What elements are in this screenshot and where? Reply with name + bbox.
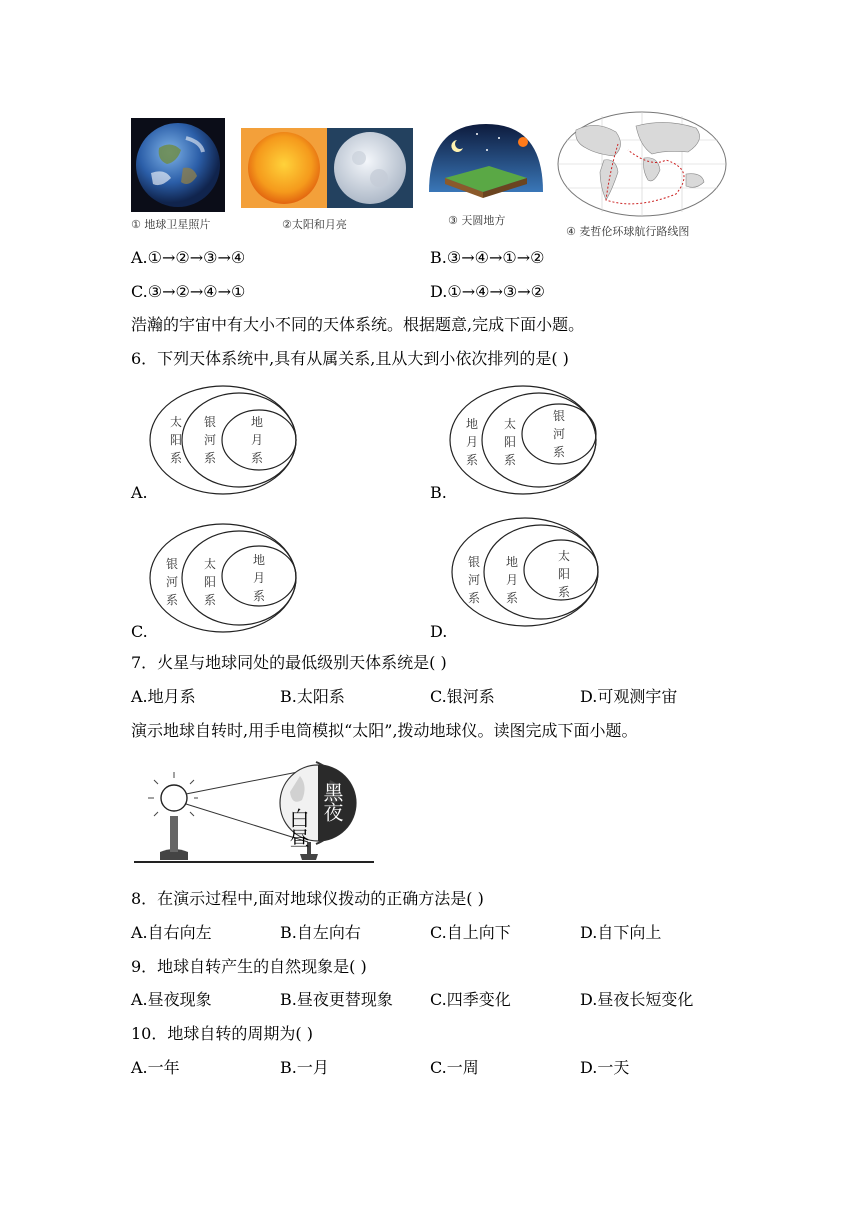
q6d-middle-char-3: 系 [506,591,519,605]
q9-option-b[interactable]: B.昼夜更替现象 [280,990,393,1009]
q6d-outer-char-2: 河 [468,573,481,587]
q6c-inner-char-3: 系 [253,589,266,603]
q6c-outer-char-2: 河 [166,575,179,589]
q6b-outer-char-2: 月 [466,435,479,449]
q6a-middle-char-2: 河 [204,433,217,447]
flashlight-globe-diagram [130,756,380,868]
q6c-middle-char-3: 系 [204,593,217,607]
image-caption-4: ④ 麦哲伦环球航行路线图 [566,225,690,238]
intro-rotation-demo: 演示地球自转时,用手电筒模拟“太阳”,拨动地球仪。读图完成下面小题。 [131,721,638,740]
image-caption-3: ③ 天圆地方 [448,214,506,227]
globe-night-label: 黑夜 [320,782,344,822]
q6-diagram-b [448,384,598,496]
q6a-outer-char-2: 阳 [170,433,183,447]
q6c-middle-char-1: 太 [204,557,217,571]
q6-option-a-letter[interactable]: A. [131,483,148,502]
q6a-middle-char-1: 银 [204,415,217,429]
q6b-outer-char-3: 系 [466,453,479,467]
q6d-inner-char-2: 阳 [558,567,571,581]
q6c-middle-char-2: 阳 [204,575,217,589]
q6a-inner-char-1: 地 [251,415,264,429]
q6c-inner-char-1: 地 [253,553,266,567]
q7-option-d[interactable]: D.可观测宇宙 [580,687,678,706]
q6-option-d-letter[interactable]: D. [430,622,448,641]
q7-option-a[interactable]: A.地月系 [131,687,196,706]
q6b-inner-char-3: 系 [553,445,566,459]
q8-option-a[interactable]: A.自右向左 [131,923,212,942]
q5-option-d[interactable]: D.①→④→③→② [430,282,545,301]
q6-diagram-a [148,384,298,496]
q10-option-d[interactable]: D.一天 [580,1058,630,1077]
q10-option-c[interactable]: C.一周 [430,1058,479,1077]
q6-stem: 6．下列天体系统中,具有从属关系,且从大到小依次排列的是( ) [131,349,569,368]
q7-stem: 7．火星与地球同处的最低级别天体系统是( ) [131,653,447,672]
q6-option-c-letter[interactable]: C. [131,622,148,641]
q6a-outer-char-3: 系 [170,451,183,465]
intro-celestial-systems: 浩瀚的宇宙中有大小不同的天体系统。根据题意,完成下面小题。 [131,315,585,334]
q6b-middle-char-3: 系 [504,453,517,467]
q7-option-c[interactable]: C.银河系 [430,687,495,706]
q5-option-a[interactable]: A.①→②→③→④ [131,248,246,267]
q6a-middle-char-3: 系 [204,451,217,465]
q8-stem: 8．在演示过程中,面对地球仪拨动的正确方法是( ) [131,889,484,908]
q6c-outer-char-1: 银 [166,557,179,571]
q6-diagram-d [450,516,600,628]
q6d-inner-char-3: 系 [558,585,571,599]
q6d-outer-char-3: 系 [468,591,481,605]
q6b-outer-char-1: 地 [466,417,479,431]
image-caption-1: ① 地球卫星照片 [131,218,211,231]
q10-stem: 10．地球自转的周期为( ) [131,1024,313,1043]
q6-option-b-letter[interactable]: B. [430,483,447,502]
q6a-outer-char-1: 太 [170,415,183,429]
q6a-inner-char-2: 月 [251,433,264,447]
q9-option-a[interactable]: A.昼夜现象 [131,990,212,1009]
q8-option-c[interactable]: C.自上向下 [430,923,511,942]
q9-option-c[interactable]: C.四季变化 [430,990,511,1009]
q10-option-a[interactable]: A.一年 [131,1058,180,1077]
q6b-middle-char-2: 阳 [504,435,517,449]
q6a-inner-char-3: 系 [251,451,264,465]
heaven-round-earth-square-image [427,120,545,202]
q6b-inner-char-1: 银 [553,409,566,423]
sun-and-moon-photo [241,128,413,208]
q9-stem: 9．地球自转产生的自然现象是( ) [131,957,367,976]
q5-option-b[interactable]: B.③→④→①→② [430,248,545,267]
q7-option-b[interactable]: B.太阳系 [280,687,345,706]
q6d-middle-char-1: 地 [506,555,519,569]
earth-satellite-photo [131,118,225,212]
q8-option-d[interactable]: D.自下向上 [580,923,662,942]
globe-day-label: 白昼 [286,808,310,848]
q6d-inner-char-1: 太 [558,549,571,563]
q6d-outer-char-1: 银 [468,555,481,569]
q9-option-d[interactable]: D.昼夜长短变化 [580,990,694,1009]
q6b-inner-char-2: 河 [553,427,566,441]
q6-diagram-c [148,522,298,634]
q8-option-b[interactable]: B.自左向右 [280,923,361,942]
q10-option-b[interactable]: B.一月 [280,1058,329,1077]
magellan-route-map [556,110,728,218]
q6c-outer-char-3: 系 [166,593,179,607]
image-caption-2: ②太阳和月亮 [282,218,347,231]
q6c-inner-char-2: 月 [253,571,266,585]
q5-option-c[interactable]: C.③→②→④→① [131,282,246,301]
q6d-middle-char-2: 月 [506,573,519,587]
q6b-middle-char-1: 太 [504,417,517,431]
